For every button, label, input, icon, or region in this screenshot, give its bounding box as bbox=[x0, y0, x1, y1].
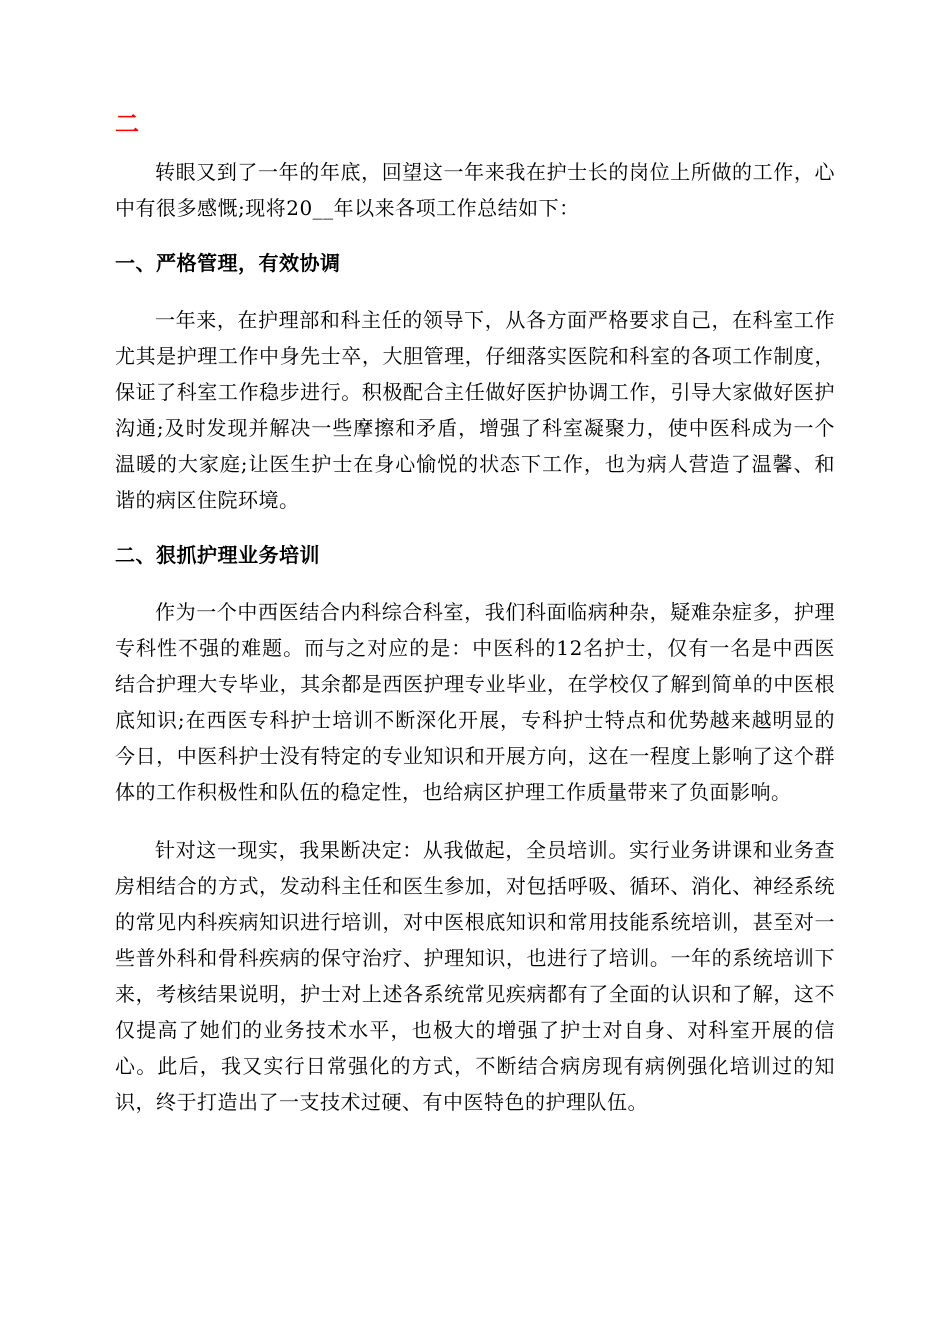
section-2-paragraph-2: 针对这一现实，我果断决定：从我做起，全员培训。实行业务讲课和业务查房相结合的方式，发动科主任和医生参加，对包括呼吸、循环、消化、神经系统的常见内科疾病知识进行培训，对中医根底知识和常用技能系统培训，甚至对一些普外科和骨科疾病的保守治疗、护理知识，也进行了培训。一年的系统培训下来，考核结果说明，护士对上述各系统常见疾病都有了全面的认识和了解，这不仅提高了她们的业务技术水平，也极大的增强了护士对自身、对科室开展的信心。此后，我又实行日常强化的方式，不断结合病房现有病例强化培训过的知识，终于打造出了一支技术过硬、有中医特色的护理队伍。 bbox=[115, 838, 835, 1114]
section-1-paragraph-1: 一年来，在护理部和科主任的领导下，从各方面严格要求自己，在科室工作尤其是护理工作中身先士卒，大胆管理，仔细落实医院和科室的各项工作制度，保证了科室工作稳步进行。积极配合主任做好医护协调工作，引导大家做好医护沟通;及时发现并解决一些摩擦和矛盾，增强了科室凝聚力，使中医科成为一个温暖的大家庭;让医生护士在身心愉悦的状态下工作，也为病人营造了温馨、和谐的病区住院环境。 bbox=[115, 308, 835, 512]
section-marker: 二 bbox=[115, 110, 139, 138]
section-2-paragraph-1: 作为一个中西医结合内科综合科室，我们科面临病种杂，疑难杂症多，护理专科性不强的难题。而与之对应的是：中医科的12名护士，仅有一名是中西医结合护理大专毕业，其余都是西医护理专业毕业，在学校仅了解到简单的中医根底知识;在西医专科护士培训不断深化开展，专科护士特点和优势越来越明显的今日，中医科护士没有特定的专业知识和开展方向，这在一程度上影响了这个群体的工作积极性和队伍的稳定性，也给病区护理工作质量带来了负面影响。 bbox=[115, 600, 835, 804]
section-heading-2: 二、狠抓护理业务培训 bbox=[115, 543, 320, 567]
section-heading-1: 一、严格管理，有效协调 bbox=[115, 251, 341, 275]
intro-paragraph: 转眼又到了一年的年底，回望这一年来我在护士长的岗位上所做的工作，心中有很多感慨;现将20__年以来各项工作总结如下： bbox=[115, 160, 835, 220]
document-body bbox=[115, 104, 835, 1142]
